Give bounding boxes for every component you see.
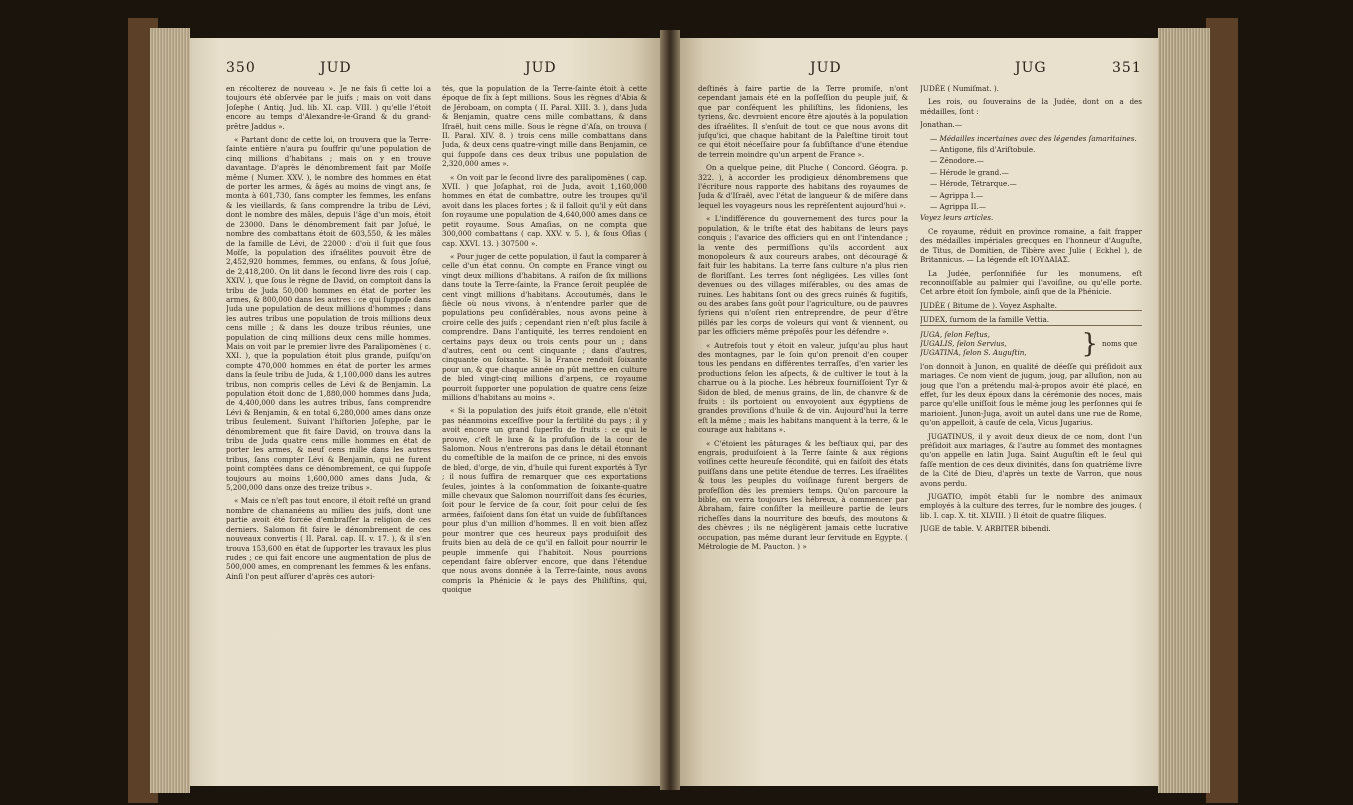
see-also: Voyez leurs articles. <box>920 213 994 223</box>
list-item: — Agrippa I.— <box>930 190 984 200</box>
list-item: — Hérode le grand.— <box>930 167 1009 177</box>
paragraph: tés, que la population de la Terre-ſainte étoit à cette époque de ſix à ſept millions. Sous les règnes d'Abia & de Jéroboam, on compta ( II. Paral. XIII. 3. ), dans Juda & Benjamin, quatre cens mille combattans, & dans Iſraël, huit cens mille. Sous le règne d'Aſa, on trouva ( II. Paral. XIV. 8. ) trois cens mille combattans dans Juda, & deux cens quatre-vingt mille dans Benjamin, ce qui ſuppoſe dans ces deux tribus une population de 2,320,000 ames ». <box>442 84 647 169</box>
brace-line: JUGA, ſelon Feſtus, <box>920 329 990 339</box>
paragraph: « On voit par le ſecond livre des paralipomènes ( cap. XVII. ) que Joſaphat, roi de Juda, avoit 1,160,000 hommes en état de combattre, outre les troupes qu'il avoit dans les places fortes ; & il falloit qu'il y eût dans ſon royaume une population de 4,640,000 ames dans ce petit royaume. Sous Amaſias, on ne compta que 300,000 combattans ( cap. XXV. v. 5. ), & ſous Oſias ( cap. XXVI. 13. ) 307500 ». <box>442 172 647 248</box>
left-page-column-1 <box>226 84 431 774</box>
brace-lines <box>920 330 1077 358</box>
list-item: — Hérode, Tétrarque.— <box>930 179 1017 189</box>
left-page-column-2 <box>442 84 647 774</box>
paragraph: deſtinés à faire partie de la Terre promiſe, n'ont cependant jamais été en la poſſeſſion du peuple juif, & que par conſéquent les philiſtins, les ſidoniens, les tyriens, &c. devroient encore être ajoutés à la population des iſraélites. Il s'enſuit de tout ce que nous avons dit juſqu'ici, que chaque habitant de la Paleſtine tiroit tout ce qui étoit néceſſaire pour ſa ſubſiſtance d'une étendue de terrein moindre qu'un arpent de France ». <box>698 84 908 159</box>
running-head-right-col1: JUD <box>810 60 842 76</box>
right-page-column-2 <box>920 84 1142 774</box>
right-page <box>680 38 1158 786</box>
list-item: — Médailles incertaines avec des légendes ſamaritaines. <box>930 133 1137 143</box>
list-item: — Agrippa II.— <box>930 202 986 212</box>
running-head-right-col2: JUG <box>1015 60 1047 76</box>
entry-heading: JUDEX, ſurnom de la famille Vettia. <box>920 315 1142 325</box>
left-page <box>190 38 660 786</box>
brace-group <box>920 330 1142 358</box>
page-number-left: 350 <box>226 60 256 76</box>
paragraph: La Judée, perſonnifiée ſur les monumens, eſt reconnoiſſable au palmier qui l'avoiſine, ou qu'elle porte. Cet arbre étoit ſon ſymbole, ainſi que de la Phénicie. <box>920 268 1142 297</box>
entry-heading: JUGE de table. V. ARBITER bibendi. <box>920 524 1051 534</box>
book-gutter <box>660 30 680 790</box>
paragraph: l'on donnoit à Junon, en qualité de déeſſe qui préſidoit aux mariages. Ce nom vient de jugum, joug, par alluſion, non au joug que l'on a prétendu mal-à-propos avoir été placé, en effet, ſur les deux époux dans la cérémonie des noces, mais parce qu'elle uniſſoit ſous le même joug les perſonnes qui ſe marioient. Junon-Juga, avoit un autel dans une rue de Rome, qu'on appelloit, à cauſe de cela, Vicus Jugarius. <box>920 361 1142 428</box>
paragraph: « Autrefois tout y étoit en valeur, juſqu'au plus haut des montagnes, par le ſoin qu'on prenoit d'en couper tous les pendans en différentes terraſſes, d'en varier les productions ſelon les aſpects, & de cultiver le tout à la charrue ou à la pioche. Les hébreux fourniſſoient Tyr & Sidon de bled, de menus grains, de lin, de chanvre & de fruits : ils portoient ou envoyoient aux égyptiens de grandes proviſions d'huile & de vin. Aujourd'hui la terre eſt la même ; mais les habitans manquent à la terre, & le courage aux habitans ». <box>698 340 908 435</box>
list-item: — Antigone, fils d'Ariſtobule. <box>930 145 1036 155</box>
page-edges-right <box>1158 28 1210 793</box>
brace-note: noms que <box>1102 338 1138 348</box>
brace-line: JUGATINA, ſelon S. Auguſtin, <box>920 348 1027 358</box>
paragraph: « Mais ce n'eſt pas tout encore, il étoit reſté un grand nombre de chananéens au milieu des juifs, dont une partie avoit été forcée d'embraſſer la religion de ces derniers. Salomon fit faire le dénombrement de ces nouveaux convertis ( II. Paral. cap. II. v. 17. ), & il s'en trouva 153,600 en état de ſupporter les travaux les plus rudes ; ce qui fait encore une augmentation de plus de 500,000 ames, en comprenant les femmes & les enfans. Ainſi l'on peut aſſurer d'après ces autori- <box>226 496 431 581</box>
running-head-left-col2: JUD <box>525 60 557 76</box>
curly-brace: } <box>1081 328 1098 359</box>
list-heading: Jonathan.— <box>920 120 963 130</box>
paragraph: JUGATINUS, il y avoit deux dieux de ce nom, dont l'un préſidoit aux mariages, & l'autre au ſommet des montagnes qu'on appelle en latin Juga. Saint Auguſtin eſt le ſeul qui faſſe mention de ces deux divinités, dans ſon quatrième livre de la Cité de Dieu, d'après un texte de Varron, que nous avons perdu. <box>920 431 1142 488</box>
list-item: — Zénodore.— <box>930 156 984 166</box>
paragraph: Les rois, ou ſouverains de la Judée, dont on a des médailles, ſont : <box>920 97 1142 116</box>
paragraph: « Si la population des juifs étoit grande, elle n'étoit pas néanmoins exceſſive pour la fertilité du pays ; il y avoit encore un grand ſuperflu de fruits : ce qui le prouve, c'eſt le luxe & la profuſion de la cour de Salomon. Nous n'entrerons pas dans le détail étonnant du comeſtible de la maiſon de ce prince, ni des envois de bled, d'orge, de vin, d'huile qui furent exportés à Tyr ; il nous ſuffira de remarquer que ces exportations ſeules, jointes à la conſommation de ſoixante-quatre mille chevaux que Salomon nourriſſoit dans ſes écuries, ſoit pour le ſervice de ſa cour, ſoit pour celui de ſes armées, faiſoient dans ſon état un vuide de ſubſiſtances pour plus d'un million d'hommes. Il en voit bien aſſez pour montrer que ces heureux pays produiſoit des fruits bien au delà de ce qu'il en falloit pour nourrir le peuple immenſe qui l'habitoit. Nous pourrions cependant faire obſerver encore, que dans l'étendue que nous avons donnée à la Terre-ſainte, nous avons compris la Phénicie & le pays des Philiſtins, qui, quoique <box>442 406 647 595</box>
paragraph: en récolterez de nouveau ». Je ne fais ſi cette loi a toujours été obſervée par le juifs ; mais on voit dans Joſephe ( Antiq. Jud. lib. XI. cap. VIII. ) qu'elle l'étoit encore au temps d'Alexandre-le-Grand & du grand-prêtre Jaddus ». <box>226 84 431 131</box>
paragraph: « Partant donc de cette loi, on trouvera que la Terre-ſainte entière n'aura pu ſouffrir qu'une population de cinq millions d'habitans ; mais on y en trouve davantage. D'après le dénombrement fait par Moïſe même ( Numer. XXV. ), le nombre des hommes en état de porter les armes, & âgés au moins de vingt ans, ſe monta à 601,730, ſans compter les femmes, les enfans & les vieillards, & ſans comprendre la tribu de Lévi, dont le nombre des mâles, depuis l'âge d'un mois, étoit de 23000. Dans le dénombrement fait par Joſué, le nombre des combattans étoit de 603,550, & les mâles de la famille de Lévi, de 22000 : d'où il ſuit que ſous Moïſe, la population des iſraélites pouvoit être de 2,452,920 hommes, femmes, ou enfans, & ſous Joſué, de 2,418,200. On lit dans le ſecond livre des rois ( cap. XXIV. ), que ſous le règne de David, on comptoit dans la tribu de Juda 50,000 hommes en état de porter les armes, & 800,000 dans les autres : ce qui ſuppoſe dans Juda une population de deux millions d'hommes ; dans les autres tribus une population de trois millions deux cens mille ; & dans les douze tribus réunies, une population de cinq millions deux cens mille hommes. Mais on voit par le premier livre des Paralipomènes ( c. XXI. ), que la population étoit plus grande, puiſqu'on compte 470,000 hommes en état de porter les armes dans la ſeule tribu de Juda, & 1,100,000 dans les autres tribus, non compris celles de Lévi & de Benjamin. La population étoit donc de 1,880,000 hommes dans Juda, de 4,400,000 dans les autres tribus, ſans comprendre Lévi & Benjamin, & en total 6,280,000 ames dans onze tribus ſeulement. Suivant l'hiſtorien Joſephe, par le dénombrement que fit faire David, on trouva dans la tribu de Juda quatre cens mille hommes en état de porter les armes, & neuf cens mille dans les autres tribus, ſans compter Lévi & Benjamin, qui ne furent point comptées dans ce dénombrement, ce qui ſuppoſe toujours au moins 1,600,000 ames dans Juda, & 5,200,000 dans onze des treize tribus ». <box>226 135 431 493</box>
paragraph: On a quelque peine, dit Pluche ( Concord. Géogra. p. 322. ), à accorder les prodigieux dénombremens que l'écriture nous rapporte des habitans des royaumes de Juda & d'Iſraël, avec l'état de langueur & de miſère dans lequel les voyageurs nous les repréſentent aujourd'hui ». <box>698 163 908 210</box>
paragraph: JUGATIO, impôt établi ſur le nombre des animaux employés à la culture des terres, ſur le nombre des jouges. ( lib. I. cap. X. tit. XLVIII. ) Il étoit de quatre ſiliques. <box>920 492 1142 520</box>
entry-heading: JUDÉE ( Bitume de ). Voyez Asphalte. <box>920 301 1142 311</box>
page-number-right: 351 <box>1112 60 1142 76</box>
paragraph: « C'étoient les pâturages & les beſtiaux qui, par des engrais, produiſoient à la Terre ſainte & aux régions voiſines cette heureuſe fécondité, qui en faiſoit des états puiſſans dans une petite étendue de terres. Les iſraélites & tous les peuples du voiſinage furent bergers de profeſſion dès les premiers temps. Qu'on parcoure la bible, on verra toujours les hébreux, à commencer par Abraham, faire conſiſter la meilleure partie de leurs richeſſes dans la nourriture des bœufs, des moutons & des chèvres ; ils ne négligèrent jamais cette lucrative occupation, pas même durant leur ſervitude en Egypte. ( Métrologie de M. Paucton. ) » <box>698 438 908 552</box>
right-page-column-1 <box>698 84 908 774</box>
entry-heading: JUDÉE ( Numiſmat. ). <box>920 84 999 93</box>
paragraph: Ce royaume, réduit en province romaine, a fait frapper des médailles impériales grecques en l'honneur d'Auguſte, de Titus, de Domitien, de Tibère avec Julie ( Eckhel ), de Britannicus. — La légende eſt ΙΟΥΔΑΙΑΣ. <box>920 226 1142 265</box>
paragraph: « L'indifférence du gouvernement des turcs pour la population, & le triſte état des habitans de leurs pays conquis ; l'avarice des officiers qui en ont l'intendance ; la vente des permiſſions qu'ils accordent aux monopoleurs & aux coureurs arabes, ont découragé & fait fuir les habitans. La terre ſans culture n'a plus rien de floriſſant. Les terres ſont négligées. Les villes ſont devenues ou des villages miſérables, ou des amas de ruines. Les habitans ſont ou des grecs ruinés & fugitifs, ou des arabes ſans goût pour l'agriculture, ou de pauvres ſyriens qui n'oſent rien entreprendre, de peur d'être pillés par les corps de voleurs qui vont & viennent, ou par les officiers même prépoſés pour les défendre ». <box>698 214 908 337</box>
book-cover-right <box>1206 18 1238 803</box>
page-edges-left <box>150 28 190 793</box>
brace-line: JUGALIS, ſelon Servius, <box>920 338 1007 348</box>
running-head-left-col1: JUD <box>320 60 352 76</box>
paragraph: « Pour juger de cette population, il faut la comparer à celle d'un état connu. On compte en France vingt ou vingt deux millions d'habitans. A raiſon de ſix millions dans toute la Terre-ſainte, la France ſeroit peuplée de cent vingt millions d'habitans. Accoutumés, dans le ſiècle où nous vivons, à n'entendre parler que de populations peu conſidérables, nous avons peine à croire celle des juifs ; cependant rien n'eſt plus facile à comprendre. Dans l'antiquité, les terres rendoient en certains pays deux ou trois cents pour un ; dans d'autres, cent ou cent cinquante ; dans d'autres, cinquante ou ſoixante. Si la France rendoit ſoixante pour un, & que chaque année on pût mettre en culture de bled vingt-cinq millions d'arpens, ce royaume pourroit ſupporter une population de quatre cens ſeize millions d'habitans au moins ». <box>442 251 647 402</box>
